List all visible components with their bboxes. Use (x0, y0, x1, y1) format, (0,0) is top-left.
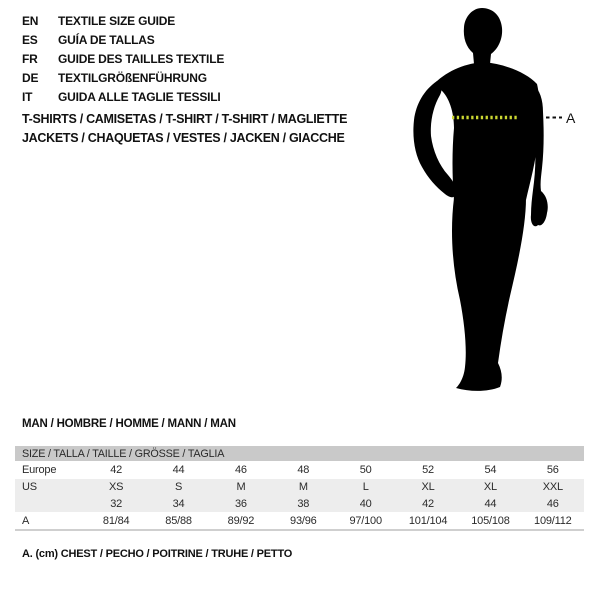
size-cell: 56 (546, 464, 559, 476)
table-row-europe (15, 461, 584, 479)
language-row-it (22, 88, 224, 107)
size-cell: 85/88 (165, 514, 192, 527)
size-cell: 109/112 (534, 514, 572, 527)
language-row-en (22, 12, 224, 31)
language-row-es (22, 31, 224, 50)
size-cell: 32 (110, 497, 123, 510)
size-cell: 44 (172, 464, 185, 476)
table-row-chest-a (15, 512, 584, 529)
size-cell: 50 (359, 464, 372, 476)
size-cell: XXL (542, 481, 563, 493)
size-cell: M (236, 481, 246, 493)
category-line-tshirts: T-SHIRTS / CAMISETAS / T-SHIRT / T-SHIRT / MAGLIETTE (22, 112, 348, 126)
silhouette-legs (452, 198, 526, 391)
size-cell: 42 (422, 497, 434, 510)
language-label: TEXTILGRÖßENFÜHRUNG (58, 71, 207, 85)
size-cell: 97/100 (349, 514, 382, 527)
size-cell: 101/104 (408, 514, 448, 527)
measure-label-a: A (566, 110, 576, 126)
language-label: GUIDE DES TAILLES TEXTILE (58, 52, 225, 66)
row-label: US (22, 481, 37, 493)
row-label: Europe (22, 464, 57, 476)
language-code: ES (22, 33, 38, 47)
language-row-fr (22, 50, 224, 69)
language-label: GUÍA DE TALLAS (58, 33, 155, 47)
size-cell: XS (109, 481, 124, 493)
size-cell: 89/92 (227, 514, 255, 527)
language-label: GUIDA ALLE TAGLIE TESSILI (58, 90, 221, 104)
footnote-chest: A. (cm) CHEST / PECHO / POITRINE / TRUHE / PETTO (22, 548, 293, 560)
language-label: TEXTILE SIZE GUIDE (58, 14, 176, 28)
silhouette-head (464, 8, 502, 64)
language-code: EN (22, 14, 39, 28)
size-cell: 81/84 (102, 514, 130, 527)
size-cell: XL (483, 481, 497, 493)
size-cell: S (174, 481, 183, 493)
size-cell: 105/108 (471, 514, 510, 527)
category-list (22, 110, 347, 148)
table-header-size: SIZE / TALLA / TAILLE / GRÖSSE / TAGLIA (15, 446, 584, 461)
language-code: FR (22, 52, 38, 66)
size-cell: 36 (235, 497, 247, 510)
size-cell: 46 (546, 497, 559, 510)
size-cell: 54 (484, 464, 497, 476)
size-cell: 40 (359, 497, 372, 510)
size-cell: 93/96 (290, 514, 317, 527)
table-row-numeric (15, 495, 584, 512)
language-list (22, 12, 224, 107)
size-cell: 48 (297, 464, 310, 476)
size-cell: 52 (422, 464, 434, 476)
category-line-jackets: JACKETS / CHAQUETAS / VESTES / JACKEN / GIACCHE (22, 131, 345, 145)
size-cell: 44 (484, 497, 497, 510)
size-cell: 34 (172, 497, 185, 510)
man-silhouette-figure (390, 0, 600, 420)
size-cell: L (362, 481, 369, 493)
language-code: IT (22, 90, 33, 104)
size-cell: 38 (297, 497, 310, 510)
section-title-man: MAN / HOMBRE / HOMME / MANN / MAN (22, 418, 236, 430)
language-row-de (22, 69, 224, 88)
table-row-us (15, 479, 584, 495)
size-cell: 46 (235, 464, 247, 476)
row-label: A (22, 514, 30, 527)
size-cell: M (298, 481, 308, 493)
size-cell: XL (421, 481, 435, 493)
language-code: DE (22, 71, 39, 85)
size-cell: 42 (110, 464, 123, 476)
size-table (15, 446, 584, 531)
